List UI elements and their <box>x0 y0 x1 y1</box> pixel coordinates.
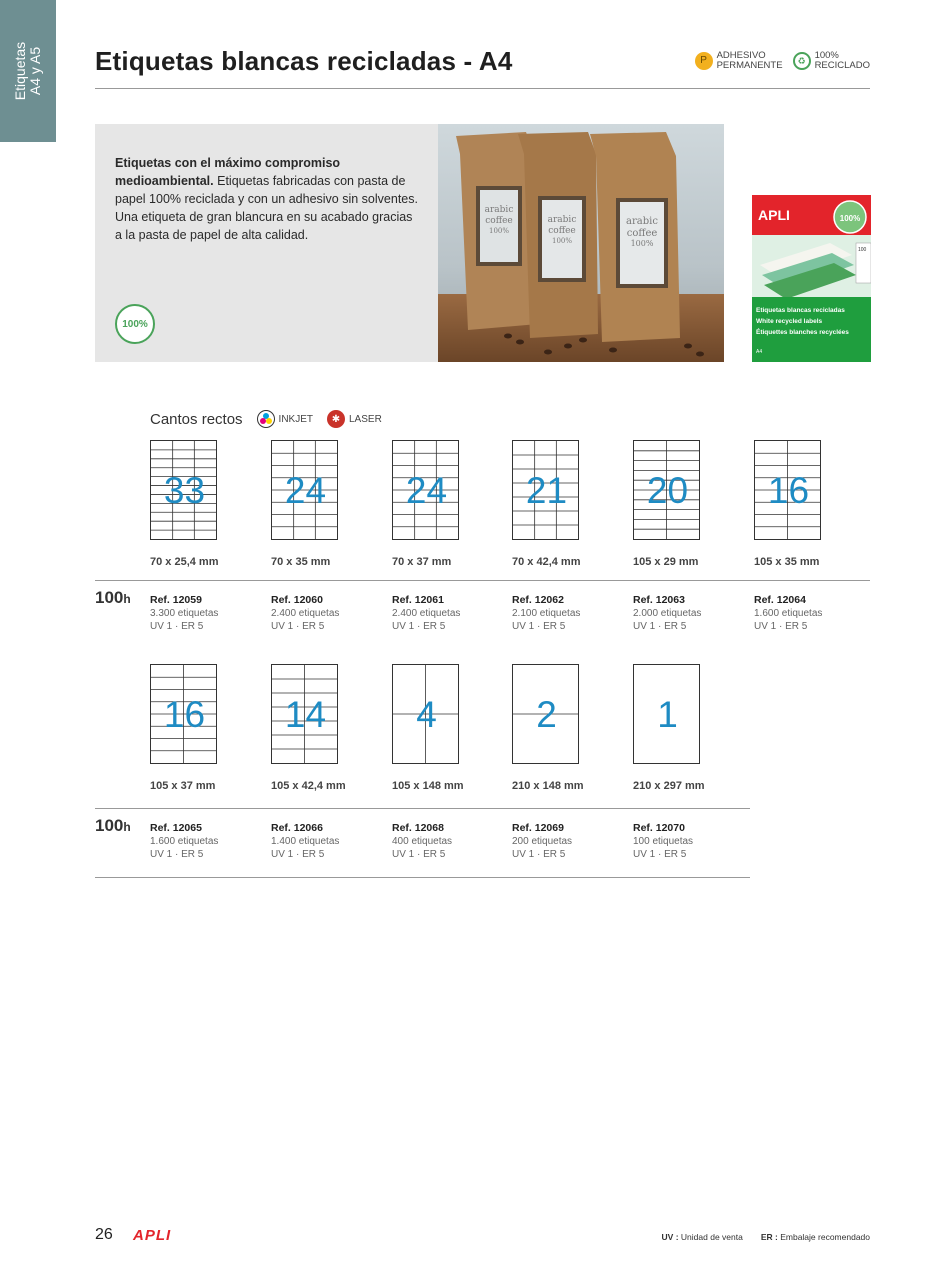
ref-code: Ref. 12063 <box>633 594 685 606</box>
svg-text:arabic: arabic <box>626 216 658 227</box>
label-dimensions: 105 x 37 mm <box>150 780 216 792</box>
svg-text:coffee: coffee <box>485 216 513 226</box>
sales-unit: UV 1 · ER 5 <box>271 849 325 860</box>
label-sheet-diagram <box>150 664 217 764</box>
label-sheet-diagram <box>512 440 579 540</box>
label-dimensions: 70 x 25,4 mm <box>150 556 219 568</box>
sales-unit: UV 1 · ER 5 <box>512 849 566 860</box>
pack-qty-row2: 100h <box>95 816 131 835</box>
product-reference <box>633 821 693 861</box>
ref-code: Ref. 12062 <box>512 594 564 606</box>
sales-unit: UV 1 · ER 5 <box>150 621 204 632</box>
label-dimensions: 70 x 42,4 mm <box>512 556 581 568</box>
section-tab <box>0 0 56 142</box>
straight-edges-header <box>150 410 382 428</box>
recycled-badge <box>793 51 870 71</box>
sales-unit: UV 1 · ER 5 <box>754 621 808 632</box>
inkjet-compat <box>257 410 313 428</box>
product-reference <box>271 821 339 861</box>
label-dimensions: 105 x 42,4 mm <box>271 780 346 792</box>
section-tab-line2: A4 y A5 <box>27 46 43 96</box>
svg-text:Étiquettes blanches recyclées: Étiquettes blanches recyclées <box>756 329 849 336</box>
sales-unit: UV 1 · ER 5 <box>633 621 687 632</box>
permanent-adhesive-icon: P <box>695 52 713 70</box>
labels-per-sheet: 20 <box>646 470 689 511</box>
label-quantity: 1.400 etiquetas <box>271 836 340 847</box>
product-12066 <box>271 664 381 864</box>
product-reference <box>150 821 218 861</box>
pack-qty-row1: 100h <box>95 588 131 607</box>
adhesive-badge <box>695 51 783 71</box>
labels-per-sheet: 33 <box>163 470 206 511</box>
product-package <box>752 195 871 362</box>
inkjet-icon <box>257 410 275 428</box>
label-dimensions: 70 x 37 mm <box>392 556 452 568</box>
svg-text:100%: 100% <box>839 214 861 223</box>
labels-per-sheet: 4 <box>416 694 437 735</box>
labels-per-sheet: 16 <box>163 694 206 735</box>
recycled-line2: RECICLADO <box>814 60 870 71</box>
intro-bold: Etiquetas con el máximo compromiso medioambiental. <box>115 156 341 188</box>
ref-code: Ref. 12059 <box>150 594 202 606</box>
svg-text:A4: A4 <box>756 349 763 355</box>
ref-code: Ref. 12068 <box>392 822 444 834</box>
intro-box <box>95 124 438 362</box>
svg-text:100%: 100% <box>551 237 573 245</box>
svg-text:coffee: coffee <box>548 226 576 236</box>
label-sheet-diagram <box>271 664 338 764</box>
label-sheet-diagram <box>271 440 338 540</box>
label-quantity: 200 etiquetas <box>512 836 573 847</box>
recycled-line1: 100% <box>814 50 839 61</box>
labels-per-sheet: 21 <box>525 470 568 511</box>
laser-label: LASER <box>349 413 382 425</box>
row2-divider-bottom <box>95 877 750 878</box>
sales-unit: UV 1 · ER 5 <box>271 621 325 632</box>
label-quantity: 400 etiquetas <box>392 836 453 847</box>
section-tab-line1: Etiquetas <box>12 41 28 101</box>
inkjet-label: INKJET <box>278 413 313 425</box>
label-sheet-diagram <box>392 664 459 764</box>
svg-text:coffee: coffee <box>626 228 658 239</box>
product-reference <box>633 593 701 633</box>
svg-text:100%: 100% <box>630 239 654 248</box>
label-dimensions: 210 x 297 mm <box>633 780 705 792</box>
labels-per-sheet: 24 <box>405 470 448 511</box>
product-12070 <box>633 664 743 864</box>
svg-text:100%: 100% <box>488 227 510 235</box>
labels-per-sheet: 2 <box>536 694 557 735</box>
labels-per-sheet: 24 <box>284 470 327 511</box>
svg-text:100: 100 <box>858 247 867 253</box>
product-photo <box>438 124 724 362</box>
label-quantity: 2.400 etiquetas <box>271 608 340 619</box>
product-12064 <box>754 440 864 640</box>
product-reference <box>512 821 572 861</box>
ref-code: Ref. 12069 <box>512 822 564 834</box>
label-dimensions: 70 x 35 mm <box>271 556 331 568</box>
label-sheet-diagram <box>633 664 700 764</box>
label-sheet-diagram <box>150 440 217 540</box>
svg-text:Etiquetas blancas recicladas: Etiquetas blancas recicladas <box>756 307 845 314</box>
product-12063 <box>633 440 743 640</box>
product-12061 <box>392 440 502 640</box>
product-reference <box>392 821 452 861</box>
sales-unit: UV 1 · ER 5 <box>392 621 446 632</box>
ref-code: Ref. 12065 <box>150 822 202 834</box>
section-tab-label <box>13 42 43 100</box>
ref-code: Ref. 12061 <box>392 594 444 606</box>
product-reference <box>512 593 580 633</box>
coffee-bags-image <box>438 124 724 362</box>
label-quantity: 3.300 etiquetas <box>150 608 219 619</box>
label-dimensions: 105 x 148 mm <box>392 780 464 792</box>
title-divider <box>95 88 870 89</box>
product-12059 <box>150 440 260 640</box>
product-12069 <box>512 664 622 864</box>
product-12062 <box>512 440 622 640</box>
adhesive-line2: PERMANENTE <box>716 60 783 71</box>
uv-legend: UV : Unidad de venta <box>661 1232 743 1242</box>
intro-text <box>115 154 420 244</box>
ref-code: Ref. 12064 <box>754 594 806 606</box>
product-12068 <box>392 664 502 864</box>
product-reference <box>754 593 822 633</box>
ref-code: Ref. 12070 <box>633 822 685 834</box>
product-12060 <box>271 440 381 640</box>
package-image <box>752 195 871 362</box>
sales-unit: UV 1 · ER 5 <box>150 849 204 860</box>
label-dimensions: 210 x 148 mm <box>512 780 584 792</box>
er-legend: ER : Embalaje recomendado <box>760 1232 870 1242</box>
laser-icon: ✱ <box>327 410 345 428</box>
adhesive-line1: ADHESIVO <box>716 50 766 61</box>
footer-logo: APLI <box>133 1227 172 1244</box>
svg-text:arabic: arabic <box>484 205 514 215</box>
page-number: 26 <box>95 1226 113 1243</box>
label-quantity: 2.100 etiquetas <box>512 608 581 619</box>
svg-text:APLI: APLI <box>758 207 790 223</box>
sales-unit: UV 1 · ER 5 <box>633 849 687 860</box>
product-12065 <box>150 664 260 864</box>
feature-badges <box>695 51 870 71</box>
labels-per-sheet: 1 <box>657 694 678 735</box>
labels-per-sheet: 16 <box>767 470 810 511</box>
label-quantity: 1.600 etiquetas <box>150 836 219 847</box>
labels-per-sheet: 14 <box>284 694 327 735</box>
ref-code: Ref. 12066 <box>271 822 323 834</box>
row1-divider <box>95 580 870 581</box>
label-sheet-diagram <box>754 440 821 540</box>
footer-legend <box>662 1232 870 1242</box>
straight-edges-label: Cantos rectos <box>150 410 243 428</box>
product-reference <box>150 593 218 633</box>
label-quantity: 2.000 etiquetas <box>633 608 702 619</box>
page-title: Etiquetas blancas recicladas - A4 <box>95 46 513 76</box>
recycle-icon: ♻ <box>793 52 811 70</box>
label-sheet-diagram <box>392 440 459 540</box>
label-dimensions: 105 x 29 mm <box>633 556 699 568</box>
sales-unit: UV 1 · ER 5 <box>392 849 446 860</box>
laser-compat <box>327 410 382 428</box>
svg-text:White recycled labels: White recycled labels <box>756 318 823 325</box>
label-quantity: 100 etiquetas <box>633 836 694 847</box>
recycle-100-icon: 100% <box>115 304 155 344</box>
product-reference <box>271 593 339 633</box>
intro-body: Etiquetas fabricadas con pasta de papel 100% reciclada y con un adhesivo sin solventes. Una etiqueta de gran blancura en su acabado gracias a la pasta de papel de alta calidad. <box>115 174 418 242</box>
row2-divider-top <box>95 808 750 809</box>
label-sheet-diagram <box>633 440 700 540</box>
svg-text:arabic: arabic <box>547 215 577 225</box>
ref-code: Ref. 12060 <box>271 594 323 606</box>
label-quantity: 1.600 etiquetas <box>754 608 823 619</box>
sales-unit: UV 1 · ER 5 <box>512 621 566 632</box>
label-dimensions: 105 x 35 mm <box>754 556 820 568</box>
product-reference <box>392 593 460 633</box>
label-sheet-diagram <box>512 664 579 764</box>
label-quantity: 2.400 etiquetas <box>392 608 461 619</box>
